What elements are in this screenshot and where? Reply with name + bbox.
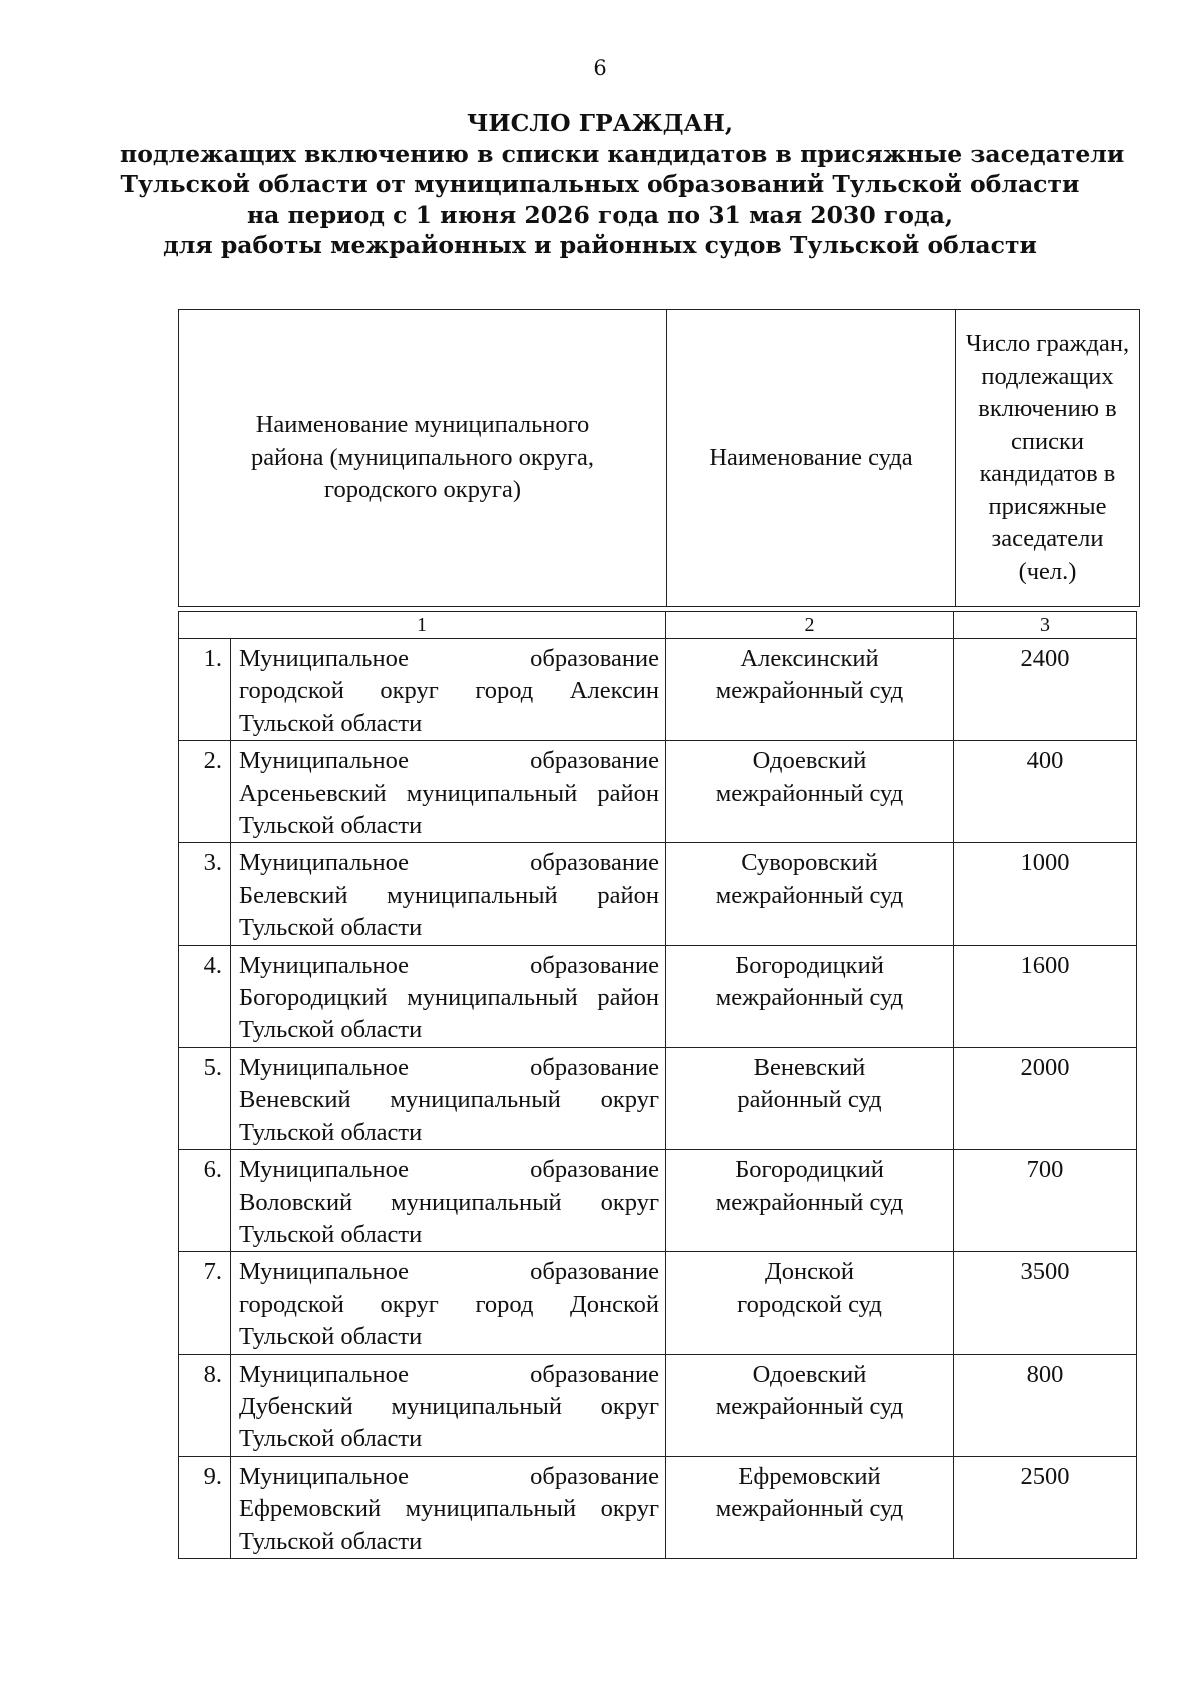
table-header [178, 309, 1140, 607]
header-court-text: Наименование суда [709, 443, 913, 471]
table-row [179, 1456, 1137, 1558]
municipality-first-line: Муниципальное образование [239, 1462, 659, 1490]
court-name-line1: Суворовский [741, 849, 878, 877]
court-cell [666, 1354, 954, 1456]
table-row [179, 1047, 1137, 1149]
title-line-2: подлежащих включению в списки кандидатов в присяжные заседатели [120, 139, 1125, 168]
table-row [179, 741, 1137, 843]
column-numbers-row [179, 612, 1137, 639]
title-line-1: ЧИСЛО ГРАЖДАН, [466, 109, 734, 137]
row-number: 7. [179, 1252, 231, 1354]
header-municipality [179, 310, 667, 607]
citizen-count: 2000 [954, 1047, 1137, 1149]
citizen-count: 2500 [954, 1456, 1137, 1558]
table-row [179, 1354, 1137, 1456]
table-row [179, 1252, 1137, 1354]
court-name-line1: Богородицкий [735, 951, 884, 979]
municipality-cell [231, 1150, 666, 1252]
municipality-cell [231, 945, 666, 1047]
header-court [667, 310, 956, 607]
court-cell [666, 1252, 954, 1354]
municipality-cell [231, 1252, 666, 1354]
citizen-count: 400 [954, 741, 1137, 843]
court-name-line1: Ефремовский [738, 1462, 881, 1490]
municipality-cell [231, 1456, 666, 1558]
court-name-line1: Богородицкий [735, 1156, 884, 1184]
citizen-count: 1600 [954, 945, 1137, 1047]
row-number: 2. [179, 741, 231, 843]
row-number: 6. [179, 1150, 231, 1252]
table-row [179, 945, 1137, 1047]
court-name-line2: межрайонный суд [715, 1392, 904, 1420]
court-name-line1: Одоевский [752, 747, 867, 775]
header-count [956, 310, 1140, 607]
table-row [179, 639, 1137, 741]
municipality-cell [231, 1354, 666, 1456]
court-cell [666, 1047, 954, 1149]
court-name-line2: межрайонный суд [715, 677, 904, 705]
court-name-line2: межрайонный суд [715, 1188, 904, 1216]
municipality-first-line: Муниципальное образование [239, 1258, 659, 1286]
title-line-3: Тульской области от муниципальных образований Тульской области [120, 170, 1080, 199]
municipality-first-line: Муниципальное образование [239, 645, 659, 672]
municipality-first-line: Муниципальное образование [239, 849, 659, 877]
municipality-rest: Дубенский муниципальный округ Тульской области [239, 1392, 659, 1453]
header-count-text: Число граждан, подлежащих включению в списки кандидатов в присяжные заседатели (чел.) [965, 330, 1130, 585]
row-number: 3. [179, 843, 231, 945]
municipality-rest: Ефремовский муниципальный округ Тульской области [239, 1495, 659, 1555]
municipality-first-line: Муниципальное образование [239, 1156, 659, 1184]
municipality-rest: Воловский муниципальный округ Тульской области [239, 1188, 659, 1248]
column-number-2: 2 [666, 612, 954, 639]
municipality-rest: Арсеньевский муниципальный район Тульской области [239, 779, 659, 840]
citizen-count: 800 [954, 1354, 1137, 1456]
table-header-row [179, 310, 1140, 607]
row-number: 5. [179, 1047, 231, 1149]
municipality-cell [231, 1047, 666, 1149]
table-row [179, 1150, 1137, 1252]
court-name-line2: межрайонный суд [715, 779, 904, 807]
data-table [178, 611, 1137, 1559]
table-row [179, 843, 1137, 945]
court-name-line1: Алексинский [740, 645, 879, 672]
table-body [179, 612, 1137, 1559]
municipality-rest: Белевский муниципальный район Тульской области [239, 881, 659, 942]
citizen-count: 1000 [954, 843, 1137, 945]
court-name-line1: Одоевский [752, 1360, 867, 1388]
court-cell [666, 945, 954, 1047]
court-cell [666, 843, 954, 945]
court-name-line2: межрайонный суд [715, 1495, 904, 1523]
municipality-first-line: Муниципальное образование [239, 1053, 659, 1081]
court-name-line1: Донской [765, 1258, 854, 1286]
citizen-count: 700 [954, 1150, 1137, 1252]
row-number: 9. [179, 1456, 231, 1558]
court-cell [666, 741, 954, 843]
municipality-first-line: Муниципальное образование [239, 1360, 659, 1388]
row-number: 4. [179, 945, 231, 1047]
column-number-1: 1 [179, 612, 666, 639]
municipality-cell [231, 639, 666, 741]
municipality-rest: городской округ город Донской Тульской области [239, 1290, 659, 1351]
court-cell [666, 1150, 954, 1252]
municipality-rest: Богородицкий муниципальный район Тульской области [239, 984, 659, 1044]
document-title [120, 108, 1125, 261]
title-line-4: на период с 1 июня 2026 года по 31 мая 2030 года, [246, 200, 954, 229]
court-cell [666, 639, 954, 741]
column-number-3: 3 [954, 612, 1137, 639]
court-name-line2: городской суд [737, 1290, 882, 1318]
municipality-first-line: Муниципальное образование [239, 747, 659, 775]
row-number: 1. [179, 639, 231, 741]
municipality-first-line: Муниципальное образование [239, 951, 659, 979]
court-name-line2: межрайонный суд [715, 984, 904, 1012]
citizen-count: 2400 [954, 639, 1137, 741]
title-line-5: для работы межрайонных и районных судов Тульской области [163, 231, 1037, 260]
citizen-count: 3500 [954, 1252, 1137, 1354]
municipality-rest: городской округ город Алексин Тульской области [239, 677, 659, 737]
municipality-cell [231, 741, 666, 843]
page-number: 6 [593, 56, 607, 80]
municipality-cell [231, 843, 666, 945]
header-municipality-text: Наименование муниципального района (муниципального округа, городского округа) [250, 411, 595, 504]
court-cell [666, 1456, 954, 1558]
court-name-line1: Веневский [753, 1053, 866, 1081]
row-number: 8. [179, 1354, 231, 1456]
court-name-line2: межрайонный суд [715, 881, 904, 909]
court-name-line2: районный суд [737, 1086, 882, 1114]
municipality-rest: Веневский муниципальный округ Тульской области [239, 1086, 659, 1146]
